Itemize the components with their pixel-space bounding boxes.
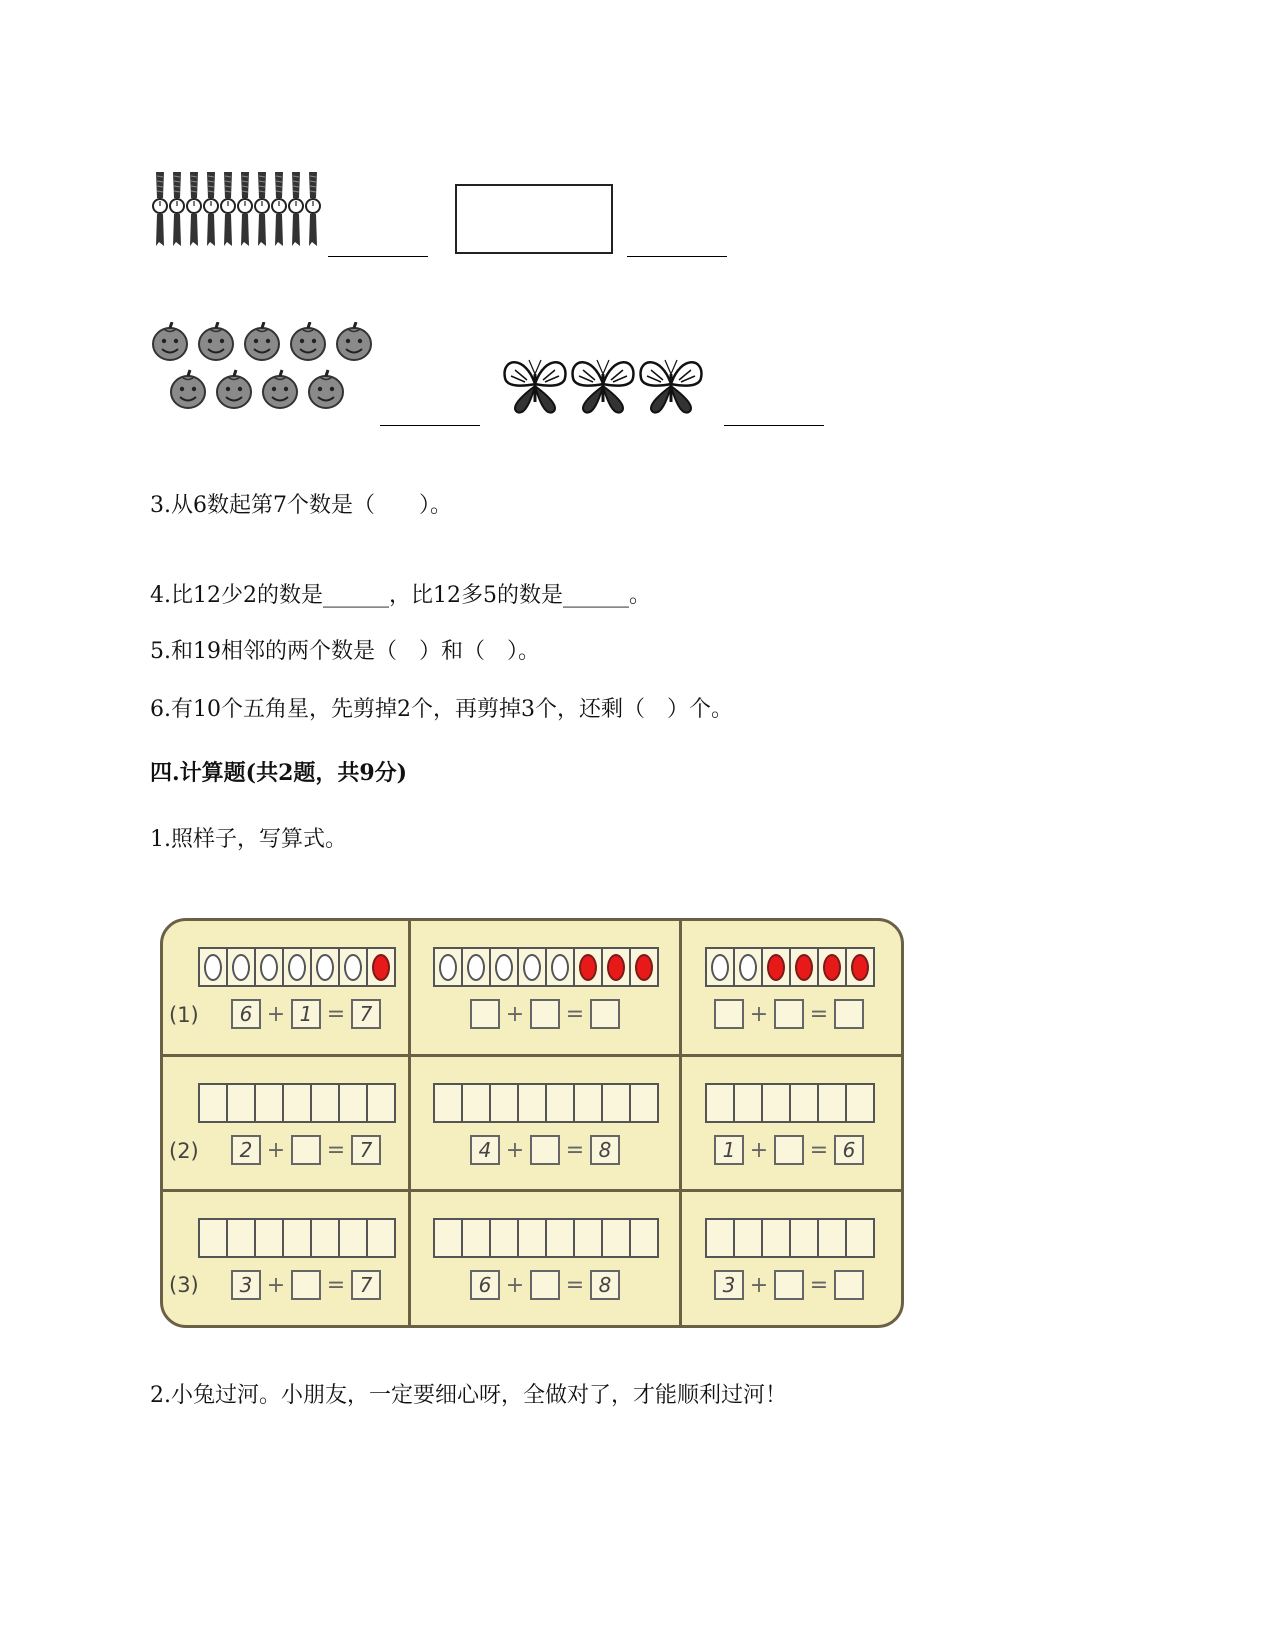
counter-slot bbox=[819, 949, 847, 985]
addend-box[interactable]: 6 bbox=[470, 1270, 500, 1300]
sum-box[interactable]: 7 bbox=[351, 999, 381, 1029]
pumpkin-icon bbox=[263, 370, 297, 408]
sum-box[interactable]: 6 bbox=[834, 1135, 864, 1165]
white-counter bbox=[495, 954, 513, 981]
counter-slot bbox=[435, 1220, 463, 1256]
worksheet-cell bbox=[163, 1057, 408, 1190]
white-counter bbox=[344, 954, 362, 981]
counter-slot bbox=[228, 1220, 256, 1256]
watches-picture bbox=[148, 172, 324, 248]
worksheet-cell bbox=[411, 1057, 679, 1190]
pumpkin-icon bbox=[337, 322, 371, 360]
plus-sign: + bbox=[505, 1001, 525, 1027]
plus-sign: + bbox=[266, 1001, 286, 1027]
red-counter bbox=[607, 954, 625, 981]
counter-slot bbox=[763, 949, 791, 985]
watch-icon bbox=[170, 172, 184, 246]
counter-slot bbox=[368, 949, 394, 985]
counter-slot bbox=[228, 1085, 256, 1121]
plus-sign: + bbox=[266, 1137, 286, 1163]
plus-sign: + bbox=[749, 1272, 769, 1298]
counter-strip bbox=[705, 1218, 875, 1258]
question-4: 4.比12少2的数是______，比12多5的数是______。 bbox=[150, 583, 651, 608]
white-counter bbox=[711, 954, 729, 981]
counter-slot bbox=[284, 1220, 312, 1256]
counter-slot bbox=[575, 1085, 603, 1121]
addend-box[interactable]: 1 bbox=[291, 999, 321, 1029]
calc-question-2: 2.小兔过河。小朋友，一定要细心呀，全做对了，才能顺利过河！ bbox=[150, 1383, 787, 1408]
counter-slot bbox=[284, 1085, 312, 1121]
counter-slot bbox=[200, 1220, 228, 1256]
counter-slot bbox=[491, 1085, 519, 1121]
sum-box[interactable]: 7 bbox=[351, 1135, 381, 1165]
counter-slot bbox=[368, 1085, 394, 1121]
section-heading: 四.计算题(共2题，共9分) bbox=[150, 760, 408, 786]
counter-strip bbox=[705, 1083, 875, 1123]
watch-icon bbox=[306, 172, 320, 246]
plus-sign: + bbox=[266, 1272, 286, 1298]
white-counter bbox=[260, 954, 278, 981]
answer-blank-box[interactable] bbox=[627, 256, 727, 257]
counter-slot bbox=[575, 1220, 603, 1256]
equals-sign: = bbox=[809, 1001, 829, 1027]
addition-equation bbox=[714, 1135, 864, 1165]
counter-slot bbox=[707, 1085, 735, 1121]
sum-box[interactable]: 8 bbox=[590, 1270, 620, 1300]
counter-slot bbox=[435, 1085, 463, 1121]
addend-box[interactable] bbox=[714, 999, 744, 1029]
addition-equation bbox=[714, 1270, 864, 1300]
sum-box[interactable] bbox=[834, 1270, 864, 1300]
counter-slot bbox=[847, 1220, 873, 1256]
counter-slot bbox=[340, 949, 368, 985]
row-label-2: (2) bbox=[169, 1139, 199, 1163]
worksheet-cell bbox=[163, 1192, 408, 1325]
counter-slot bbox=[463, 1220, 491, 1256]
counter-slot bbox=[735, 1085, 763, 1121]
equals-sign: = bbox=[326, 1137, 346, 1163]
addition-worksheet bbox=[160, 918, 904, 1328]
row-label-1: (1) bbox=[169, 1003, 199, 1027]
counter-slot bbox=[284, 949, 312, 985]
counter-slot bbox=[763, 1085, 791, 1121]
counter-slot bbox=[463, 949, 491, 985]
counter-slot bbox=[819, 1085, 847, 1121]
addition-equation bbox=[470, 999, 620, 1029]
counter-slot bbox=[631, 1220, 657, 1256]
counter-strip bbox=[198, 1218, 396, 1258]
pumpkin-icon bbox=[245, 322, 279, 360]
question-3: 3.从6数起第7个数是（ ）。 bbox=[150, 493, 452, 518]
counter-strip bbox=[705, 947, 875, 987]
worksheet-cell bbox=[682, 921, 895, 1054]
equals-sign: = bbox=[565, 1272, 585, 1298]
counter-slot bbox=[491, 1220, 519, 1256]
addend-box[interactable]: 3 bbox=[231, 1270, 261, 1300]
addend-box[interactable] bbox=[530, 1135, 560, 1165]
addend-box[interactable] bbox=[774, 1270, 804, 1300]
butterfly-icon bbox=[641, 360, 702, 413]
plus-sign: + bbox=[505, 1137, 525, 1163]
counter-slot bbox=[200, 1085, 228, 1121]
addend-box[interactable]: 1 bbox=[714, 1135, 744, 1165]
counter-strip bbox=[433, 1083, 659, 1123]
counter-slot bbox=[340, 1085, 368, 1121]
counter-strip bbox=[198, 1083, 396, 1123]
white-counter bbox=[204, 954, 222, 981]
addend-box[interactable] bbox=[291, 1270, 321, 1300]
white-counter bbox=[523, 954, 541, 981]
white-counter bbox=[232, 954, 250, 981]
counter-slot bbox=[463, 1085, 491, 1121]
counter-slot bbox=[735, 949, 763, 985]
sum-box[interactable]: 7 bbox=[351, 1270, 381, 1300]
counter-slot bbox=[547, 1085, 575, 1121]
pumpkin-icon bbox=[309, 370, 343, 408]
answer-blank-pumpkins[interactable] bbox=[380, 425, 480, 426]
worksheet-cell bbox=[682, 1192, 895, 1325]
butterflies-picture bbox=[500, 350, 710, 420]
watch-icon bbox=[255, 172, 269, 246]
red-counter bbox=[823, 954, 841, 981]
counter-strip bbox=[198, 947, 396, 987]
addition-equation bbox=[231, 1135, 381, 1165]
counter-strip bbox=[433, 1218, 659, 1258]
addend-box[interactable] bbox=[530, 1270, 560, 1300]
counter-slot bbox=[631, 949, 657, 985]
answer-blank-watches[interactable] bbox=[328, 256, 428, 257]
counter-slot bbox=[603, 1220, 631, 1256]
counter-slot bbox=[228, 949, 256, 985]
addition-equation bbox=[714, 999, 864, 1029]
addition-equation bbox=[470, 1135, 620, 1165]
butterfly-icon bbox=[573, 360, 634, 413]
watch-icon bbox=[153, 172, 167, 246]
red-counter bbox=[579, 954, 597, 981]
pumpkins-picture bbox=[150, 322, 380, 422]
counter-slot bbox=[256, 1220, 284, 1256]
counter-slot bbox=[312, 1085, 340, 1121]
counter-slot bbox=[547, 949, 575, 985]
red-counter bbox=[372, 954, 390, 981]
equals-sign: = bbox=[565, 1001, 585, 1027]
sum-box[interactable]: 8 bbox=[590, 1135, 620, 1165]
addend-box[interactable]: 3 bbox=[714, 1270, 744, 1300]
watch-icon bbox=[272, 172, 286, 246]
counter-slot bbox=[819, 1220, 847, 1256]
addend-box[interactable] bbox=[774, 1135, 804, 1165]
counter-slot bbox=[312, 949, 340, 985]
counter-slot bbox=[707, 1220, 735, 1256]
counter-slot bbox=[791, 1220, 819, 1256]
pumpkin-icon bbox=[199, 322, 233, 360]
counter-slot bbox=[707, 949, 735, 985]
addend-box[interactable]: 6 bbox=[231, 999, 261, 1029]
pumpkin-icon bbox=[291, 322, 325, 360]
counter-slot bbox=[763, 1220, 791, 1256]
answer-blank-butterflies[interactable] bbox=[724, 425, 824, 426]
counter-slot bbox=[603, 1085, 631, 1121]
counter-slot bbox=[791, 949, 819, 985]
question-6: 6.有10个五角星，先剪掉2个，再剪掉3个，还剩（ ）个。 bbox=[150, 697, 733, 722]
counter-slot bbox=[575, 949, 603, 985]
butterfly-icon bbox=[505, 360, 566, 413]
counter-slot bbox=[791, 1085, 819, 1121]
addition-equation bbox=[470, 1270, 620, 1300]
equals-sign: = bbox=[565, 1137, 585, 1163]
addend-box[interactable] bbox=[530, 999, 560, 1029]
counter-slot bbox=[519, 1085, 547, 1121]
worksheet-cell bbox=[411, 921, 679, 1054]
counter-slot bbox=[340, 1220, 368, 1256]
question-5: 5.和19相邻的两个数是（ ）和（ ）。 bbox=[150, 639, 540, 664]
addend-box[interactable] bbox=[291, 1135, 321, 1165]
counter-slot bbox=[256, 949, 284, 985]
equals-sign: = bbox=[326, 1272, 346, 1298]
addend-box[interactable] bbox=[774, 999, 804, 1029]
counter-slot bbox=[519, 949, 547, 985]
counter-slot bbox=[200, 949, 228, 985]
counter-slot bbox=[256, 1085, 284, 1121]
red-counter bbox=[635, 954, 653, 981]
counter-strip bbox=[433, 947, 659, 987]
counter-slot bbox=[847, 949, 873, 985]
white-counter bbox=[439, 954, 457, 981]
pumpkin-icon bbox=[153, 322, 187, 360]
row-label-3: (3) bbox=[169, 1273, 199, 1297]
addition-equation bbox=[231, 1270, 381, 1300]
equals-sign: = bbox=[809, 1137, 829, 1163]
watch-icon bbox=[221, 172, 235, 246]
counter-slot bbox=[312, 1220, 340, 1256]
counter-slot bbox=[491, 949, 519, 985]
answer-box[interactable] bbox=[455, 184, 613, 254]
plus-sign: + bbox=[749, 1137, 769, 1163]
counter-slot bbox=[631, 1085, 657, 1121]
counter-slot bbox=[547, 1220, 575, 1256]
counter-slot bbox=[368, 1220, 394, 1256]
white-counter bbox=[467, 954, 485, 981]
addition-equation bbox=[231, 999, 381, 1029]
worksheet-cell bbox=[411, 1192, 679, 1325]
watch-icon bbox=[187, 172, 201, 246]
calc-question-1: 1.照样子，写算式。 bbox=[150, 827, 347, 852]
addend-box[interactable]: 2 bbox=[231, 1135, 261, 1165]
watch-icon bbox=[289, 172, 303, 246]
addend-box[interactable] bbox=[470, 999, 500, 1029]
watch-icon bbox=[204, 172, 218, 246]
counter-slot bbox=[847, 1085, 873, 1121]
red-counter bbox=[795, 954, 813, 981]
white-counter bbox=[316, 954, 334, 981]
sum-box[interactable] bbox=[590, 999, 620, 1029]
white-counter bbox=[551, 954, 569, 981]
counter-slot bbox=[435, 949, 463, 985]
equals-sign: = bbox=[809, 1272, 829, 1298]
pumpkin-icon bbox=[171, 370, 205, 408]
counter-slot bbox=[519, 1220, 547, 1256]
sum-box[interactable] bbox=[834, 999, 864, 1029]
pumpkin-icon bbox=[217, 370, 251, 408]
white-counter bbox=[739, 954, 757, 981]
watch-icon bbox=[238, 172, 252, 246]
equals-sign: = bbox=[326, 1001, 346, 1027]
plus-sign: + bbox=[749, 1001, 769, 1027]
counter-slot bbox=[735, 1220, 763, 1256]
white-counter bbox=[288, 954, 306, 981]
worksheet-cell bbox=[682, 1057, 895, 1190]
counter-slot bbox=[603, 949, 631, 985]
plus-sign: + bbox=[505, 1272, 525, 1298]
worksheet-cell bbox=[163, 921, 408, 1054]
red-counter bbox=[851, 954, 869, 981]
red-counter bbox=[767, 954, 785, 981]
addend-box[interactable]: 4 bbox=[470, 1135, 500, 1165]
